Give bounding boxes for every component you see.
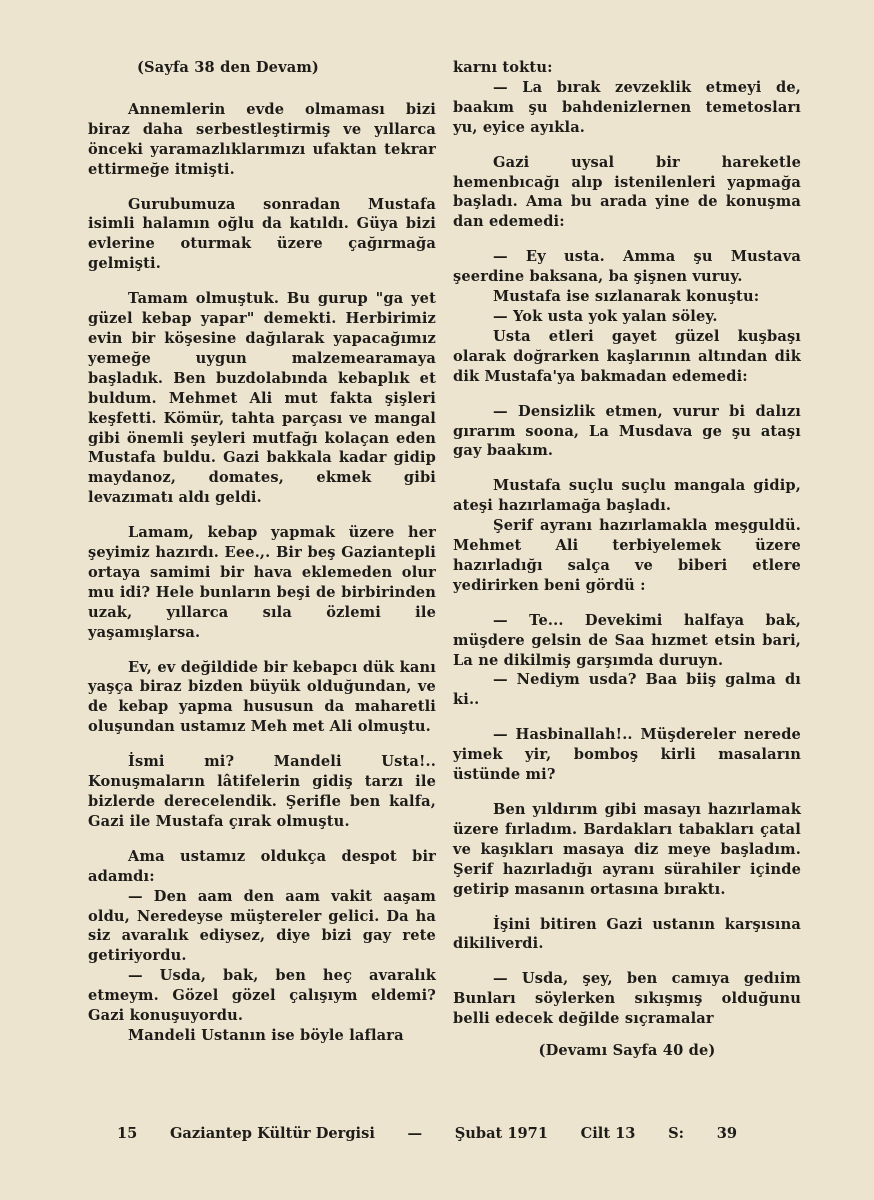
paragraph: Mustafa ise sızlanarak konuştu:	[493, 288, 760, 306]
dialogue-line: — Den aam den aam vakit aaşam oldu, Neredeyse müştereler gelici. Da ha siz avaralık ediysez, diye bizi gay rete getiriyordu.	[88, 887, 436, 965]
paragraph: Mandeli Ustanın ise böyle laflara	[128, 1026, 404, 1044]
dialogue-line: — Yok usta yok yalan söley.	[493, 307, 718, 325]
paragraph: Gurubumuza sonradan Mustafa isimli halamın oğlu da katıldı. Güya bizi evlerine oturmak üzere çağırmağa gelmişti.	[88, 195, 436, 273]
paragraph: karnı toktu:	[453, 59, 553, 76]
dialogue-line: — Densizlik etmen, vurur bi dalızı gırarım soona, La Musdava ge şu ataşı gay baakım.	[453, 402, 801, 460]
paragraph: Lamam, kebap yapmak üzere her şeyimiz hazırdı. Eee.,. Bir beş Gaziantepli ortaya samimi bir hava eklemeden olur mu idi? Hele bunların beşi de birbirinden uzak, yıllarca sıla özlemi ile yaşamışlarsa.	[88, 524, 436, 641]
dialogue-line: — Usda, şey, ben camıya gedıim Bunları söylerken sıkışmış olduğunu belli edecek değilde sıçramalar	[453, 970, 801, 1028]
left-column	[88, 58, 436, 1046]
magazine-name: Gaziantep Kültür Dergisi	[169, 1125, 375, 1142]
paragraph: Mustafa suçlu suçlu mangala gidip, ateşi hazırlamağa başladı.	[453, 477, 801, 515]
volume: Cilt 13	[580, 1125, 636, 1142]
paragraph: İşini bitiren Gazi ustanın karşısına dikiliverdi.	[453, 915, 801, 953]
footer-dash: —	[407, 1125, 423, 1142]
paragraph: Ev, ev değildide bir kebapcı dük kanı yaşça biraz bizden büyük olduğundan, ve de kebap yapma hususun da maharetli oluşundan ustamız Meh met Ali olmuştu.	[88, 658, 436, 736]
paragraph: Tamam olmuştuk. Bu gurup "ga yet güzel kebap yapar" demekti. Herbirimiz evin bir köşesine dağılarak yapacağımız yemeğe uygun malzemearamaya başladık. Ben buzdolabında kebaplık et buldum. Mehmet Ali mut fakta şişleri keşfetti. Kömür, tahta parçası ve mangal gibi önemli şeyleri mutfağı kolaçan eden Mustafa buldu. Gazi bakkala kadar gidip maydanoz, domates, ekmek gibi levazımatı aldı geldi.	[88, 290, 436, 507]
paragraph: Ben yıldırım gibi masayı hazırlamak üzere fırladım. Bardakları tabakları çatal ve kaşıkları masaya diz meye başladım. Şerif hazırladığı ayranı sürahiler içinde getirip masanın ortasına bıraktı.	[453, 801, 801, 898]
dialogue-line: — Hasbinallah!.. Müşdereler nerede yimek yir, bomboş kirli masaların üstünde mi?	[453, 726, 801, 784]
dialogue-line: — Nediym usda? Baa biiş galma dı ki..	[453, 671, 801, 709]
paragraph: Şerif ayranı hazırlamakla meşguldü. Mehmet Ali terbiyelemek üzere hazırladığı salça ve biberi etlere yedirirken beni gördü :	[453, 517, 801, 594]
paragraph: Ama ustamız oldukça despot bir adamdı:	[88, 847, 436, 885]
page-number: 15	[117, 1125, 138, 1142]
paragraph: Gazi uysal bir hareketle hemenbıcağı alıp istenilenleri yapmağa başladı. Ama bu arada yine de konuşma dan edemedi:	[453, 153, 801, 231]
paragraph: İsmi mi? Mandeli Usta!.. Konuşmaların lâtifelerin gidiş tarzı ile bizlerde derecelendik. Şerifle ben kalfa, Gazi ile Mustafa çırak olmuştu.	[88, 753, 436, 830]
right-column	[453, 58, 801, 1076]
dialogue-line: — Te... Devekimi halfaya bak, müşdere gelsin de Saa hızmet etsin bari, La ne dikilmiş garşımda duruyn.	[453, 611, 801, 669]
dialogue-line: — La bırak zevzeklik etmeyi de, baakım şu bahdenizlernen temetosları yu, eyice ayıkla.	[453, 78, 801, 136]
continued-from-note: (Sayfa 38 den Devam)	[137, 59, 319, 76]
issue-date: Şubat 1971	[454, 1125, 548, 1142]
dialogue-line: — Usda, bak, ben heç avaralık etmeym. Gözel gözel çalışıym eldemi? Gazi konuşuyordu.	[88, 967, 436, 1025]
dialogue-line: — Ey usta. Amma şu Mustava şeerdine baksana, ba şişnen vuruy.	[453, 248, 801, 286]
page-footer	[117, 1125, 737, 1142]
paragraph: Usta etleri gayet güzel kuşbaşı olarak doğrarken kaşlarının altından dik dik Mustafa'ya bakmadan edemedi:	[453, 327, 801, 385]
paragraph: Annemlerin evde olmaması bizi biraz daha serbestleştirmiş ve yıllarca önceki yaramazlıklarımızı ufaktan tekrar ettirmeğe itmişti.	[88, 100, 436, 178]
issue-label: S:	[668, 1125, 685, 1142]
continued-on-note: (Devamı Sayfa 40 de)	[538, 1042, 716, 1060]
issue-number: 39	[716, 1125, 737, 1142]
